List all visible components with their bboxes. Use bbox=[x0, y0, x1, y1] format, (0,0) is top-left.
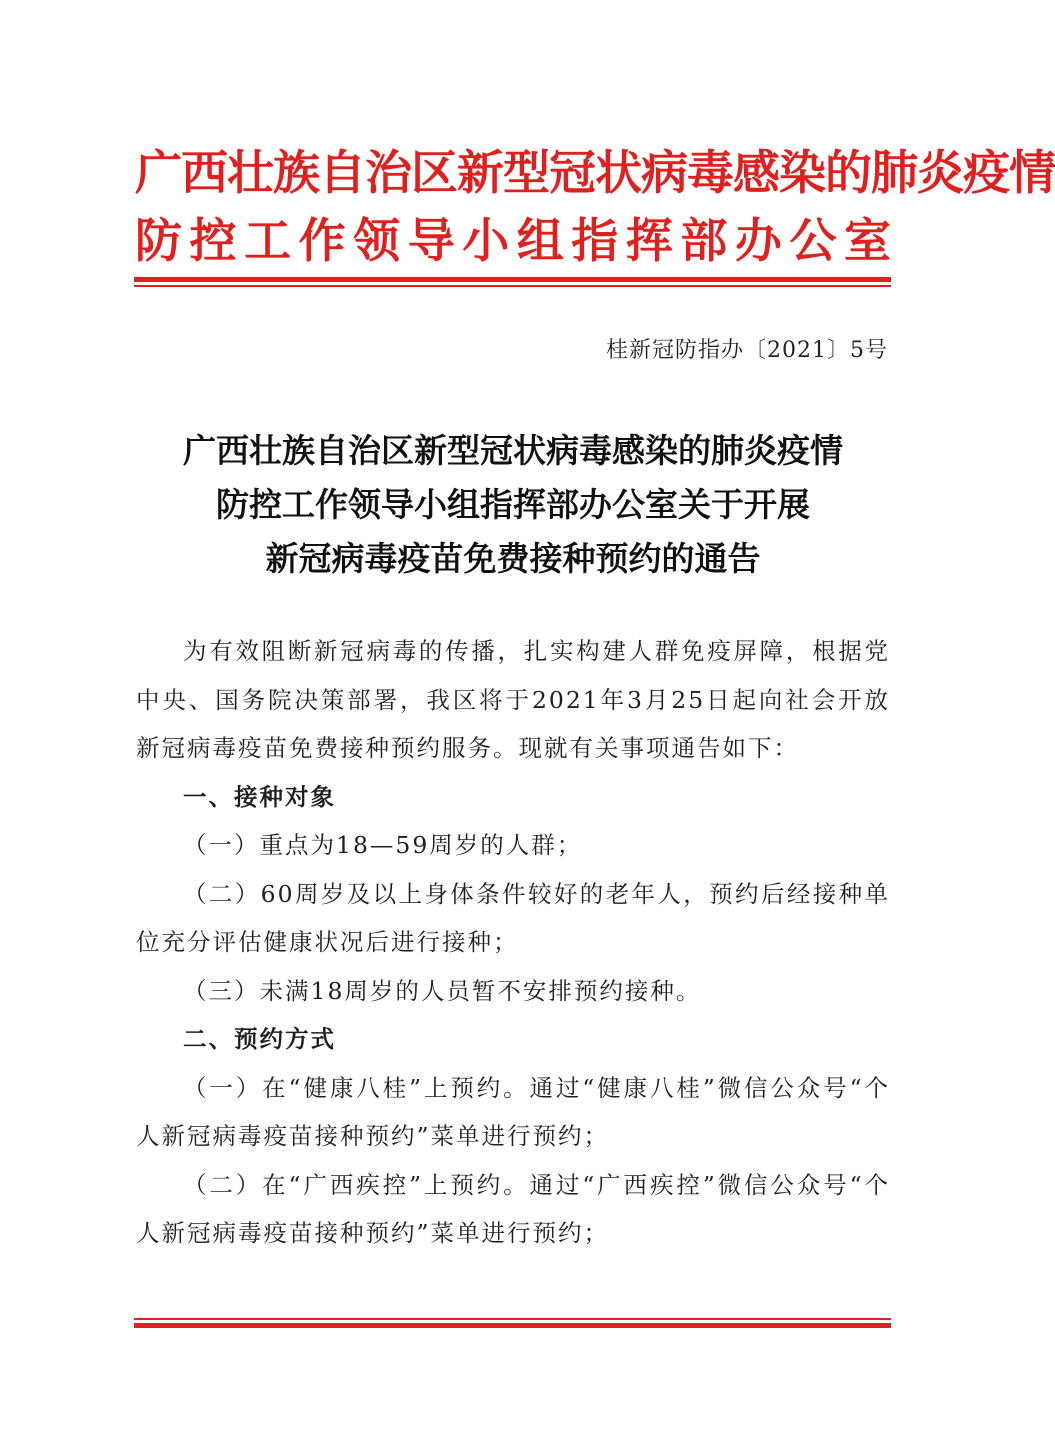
intro-paragraph: 为有效阻断新冠病毒的传播，扎实构建人群免疫屏障，根据党中央、国务院决策部署，我区将于2021年3月25日起向社会开放新冠病毒疫苗免费接种预约服务。现就有关事项通告如下： bbox=[136, 637, 890, 762]
issuing-organization-line-1: 广西壮族自治区新型冠状病毒感染的肺炎疫情 bbox=[135, 146, 1055, 201]
header-red-divider bbox=[134, 277, 891, 287]
target-item-2: （二）60周岁及以上身体条件较好的老年人，预约后经接种单位充分评估健康状况后进行接种； bbox=[136, 879, 890, 956]
target-item-3: （三）未满18周岁的人员暂不安排预约接种。 bbox=[183, 976, 702, 1005]
document-number: 桂新冠防指办〔2021〕5号 bbox=[606, 338, 888, 363]
title-line-1: 广西壮族自治区新型冠状病毒感染的肺炎疫情 bbox=[183, 431, 843, 470]
target-item-1: （一）重点为18—59周岁的人群； bbox=[183, 831, 583, 859]
footer-red-divider bbox=[134, 1318, 891, 1328]
booking-method-2: （二）在“广西疾控”上预约。通过“广西疾控”微信公众号“个人新冠病毒疫苗接种预约”菜单进行预约； bbox=[136, 1170, 890, 1247]
title-line-2: 防控工作领导小组指挥部办公室关于开展 bbox=[216, 485, 810, 524]
section-heading-vaccination-targets: 一、接种对象 bbox=[183, 782, 336, 811]
title-line-3: 新冠病毒疫苗免费接种预约的通告 bbox=[265, 539, 761, 578]
document-body bbox=[136, 627, 890, 1258]
section-heading-booking-methods: 二、预约方式 bbox=[183, 1025, 336, 1053]
document-title bbox=[135, 424, 891, 586]
issuing-organization-line-2: 防控工作领导小组指挥部办公室 bbox=[135, 214, 891, 269]
booking-method-1: （一）在“健康八桂”上预约。通过“健康八桂”微信公众号“个人新冠病毒疫苗接种预约”菜单进行预约； bbox=[136, 1073, 890, 1150]
